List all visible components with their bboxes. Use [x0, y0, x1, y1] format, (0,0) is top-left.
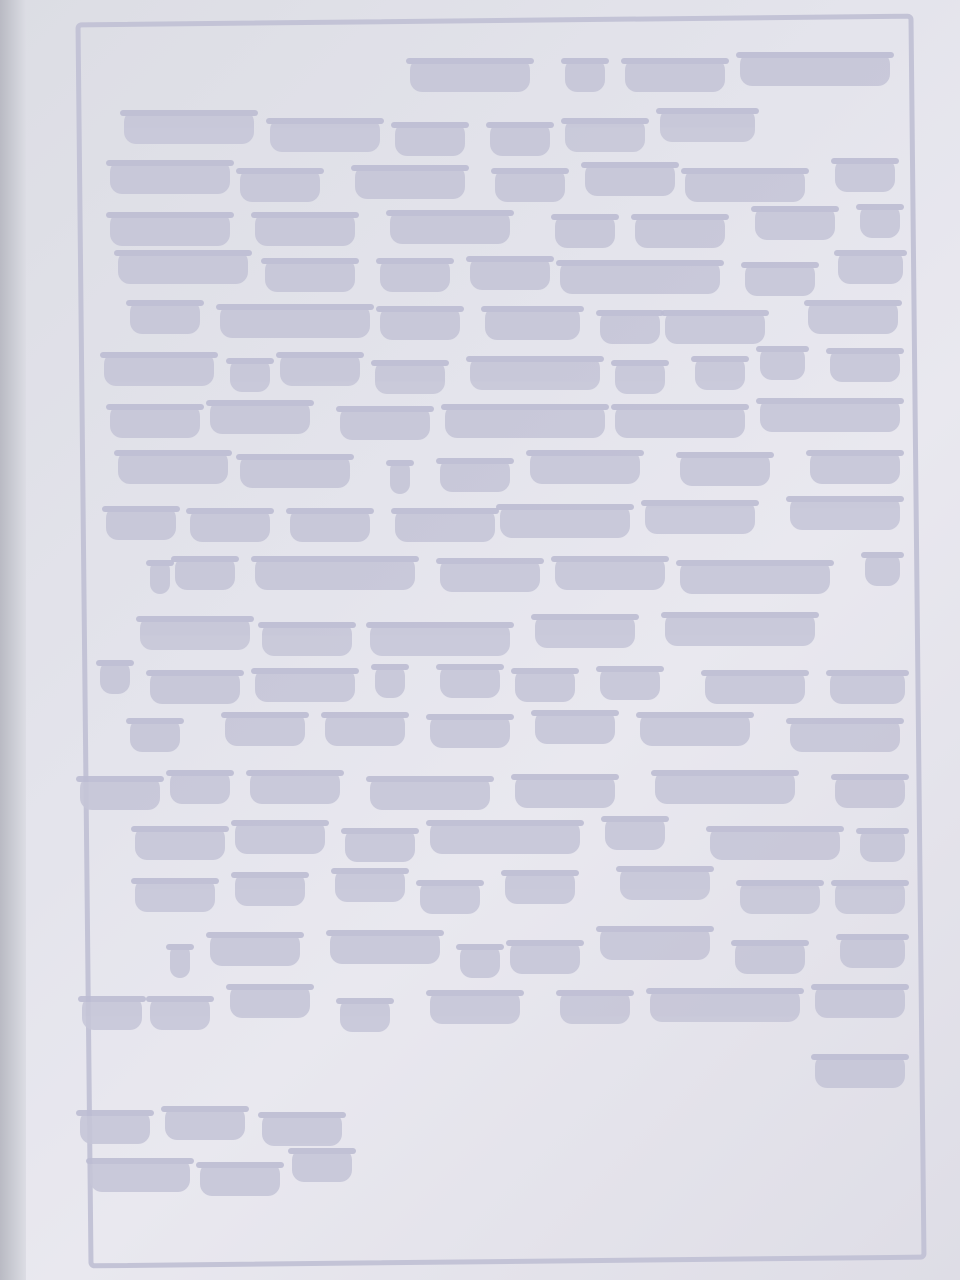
text-word [135, 878, 215, 912]
text-word [250, 770, 340, 804]
text-word [175, 556, 235, 590]
text-word [835, 158, 895, 192]
text-word [420, 880, 480, 914]
text-word [645, 500, 755, 534]
text-word [150, 996, 210, 1030]
text-word [735, 940, 805, 974]
text-word [280, 352, 360, 386]
text-word [225, 712, 305, 746]
text-word [685, 168, 805, 202]
text-word [380, 306, 460, 340]
text-word [535, 710, 615, 744]
text-word [710, 826, 840, 860]
text-word [380, 258, 450, 292]
text-word [600, 666, 660, 700]
text-word [635, 214, 725, 248]
text-word [535, 614, 635, 648]
text-word [640, 712, 750, 746]
text-word [110, 160, 230, 194]
text-word [80, 776, 160, 810]
text-word [150, 560, 170, 594]
signature-line [292, 1148, 352, 1182]
text-word [106, 506, 176, 540]
heading-word [410, 58, 530, 92]
text-word [695, 356, 745, 390]
text-word [210, 400, 310, 434]
text-word [110, 212, 230, 246]
text-word [118, 250, 248, 284]
text-word [560, 260, 720, 294]
text-word [460, 944, 500, 978]
text-word [430, 820, 580, 854]
text-word [680, 452, 770, 486]
text-word [605, 816, 665, 850]
text-word [262, 622, 352, 656]
signature-line [262, 1112, 342, 1146]
text-word [430, 714, 510, 748]
text-word [615, 360, 665, 394]
text-word [835, 774, 905, 808]
text-word [340, 406, 430, 440]
text-word [150, 670, 240, 704]
signature-line [165, 1106, 245, 1140]
text-word [325, 712, 405, 746]
text-word [495, 168, 565, 202]
text-word [235, 820, 325, 854]
heading-word [565, 58, 605, 92]
text-word [665, 612, 815, 646]
text-word [210, 932, 300, 966]
text-word [240, 454, 350, 488]
text-word [515, 668, 575, 702]
text-word [665, 310, 765, 344]
text-word [230, 358, 270, 392]
text-word [230, 984, 310, 1018]
text-word [865, 552, 900, 586]
text-word [82, 996, 142, 1030]
text-word [235, 872, 305, 906]
text-word [440, 458, 510, 492]
text-word [170, 770, 230, 804]
text-word [838, 250, 903, 284]
text-word [790, 718, 900, 752]
text-word [130, 300, 200, 334]
text-word [860, 204, 900, 238]
text-word [470, 356, 600, 390]
text-word [255, 556, 415, 590]
text-word [370, 776, 490, 810]
text-word [170, 944, 190, 978]
text-word [755, 206, 835, 240]
page-edge-shadow [0, 0, 26, 1280]
text-word [140, 616, 250, 650]
text-word [860, 828, 905, 862]
text-word [555, 556, 665, 590]
text-word [808, 300, 898, 334]
text-word [615, 404, 745, 438]
text-word [390, 460, 410, 494]
text-word [395, 122, 465, 156]
text-word [655, 770, 795, 804]
text-word [440, 558, 540, 592]
text-word [600, 310, 660, 344]
text-word [375, 360, 445, 394]
text-word [790, 496, 900, 530]
text-word [330, 930, 440, 964]
signature-line [80, 1110, 150, 1144]
text-word [340, 998, 390, 1032]
heading-word [625, 58, 725, 92]
text-word [745, 262, 815, 296]
text-word [815, 984, 905, 1018]
heading-word [740, 52, 890, 86]
signature-line [90, 1158, 190, 1192]
text-word [240, 168, 320, 202]
signature-line [200, 1162, 280, 1196]
text-word [600, 926, 710, 960]
text-word [265, 258, 355, 292]
text-word [530, 450, 640, 484]
text-word [500, 504, 630, 538]
text-word [135, 826, 225, 860]
text-word [100, 660, 130, 694]
text-word [430, 990, 520, 1024]
text-word [345, 828, 415, 862]
text-word [505, 870, 575, 904]
text-word [485, 306, 580, 340]
text-word [515, 774, 615, 808]
text-word [555, 214, 615, 248]
text-word [565, 118, 645, 152]
text-word [110, 404, 200, 438]
text-word [445, 404, 605, 438]
text-word [104, 352, 214, 386]
text-word [510, 940, 580, 974]
text-word [130, 718, 180, 752]
text-word [830, 670, 905, 704]
text-word [118, 450, 228, 484]
text-word [290, 508, 370, 542]
text-word [760, 346, 805, 380]
text-word [680, 560, 830, 594]
text-word [390, 210, 510, 244]
text-word [490, 122, 550, 156]
text-word [190, 508, 270, 542]
text-word [830, 348, 900, 382]
text-word [620, 866, 710, 900]
text-word [255, 212, 355, 246]
text-word [650, 988, 800, 1022]
text-word [124, 110, 254, 144]
text-word [370, 622, 510, 656]
text-word [840, 934, 905, 968]
text-word [375, 664, 405, 698]
text-word [220, 304, 370, 338]
text-word [560, 990, 630, 1024]
text-word [835, 880, 905, 914]
text-word [815, 1054, 905, 1088]
text-word [760, 398, 900, 432]
text-word [335, 868, 405, 902]
text-word [810, 450, 900, 484]
text-word [255, 668, 355, 702]
text-word [705, 670, 805, 704]
text-word [470, 256, 550, 290]
text-word [355, 165, 465, 199]
text-word [740, 880, 820, 914]
text-word [395, 508, 495, 542]
text-word [440, 664, 500, 698]
text-word [660, 108, 755, 142]
text-word [585, 162, 675, 196]
text-word [270, 118, 380, 152]
